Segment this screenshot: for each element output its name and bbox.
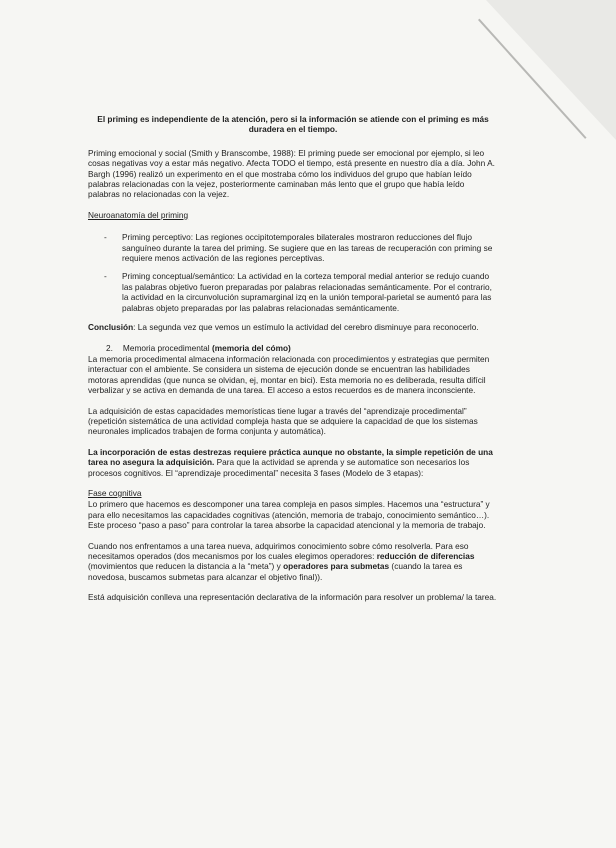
cognitive-phase-heading: Fase cognitiva [88, 487, 142, 498]
neuroanatomy-heading: Neuroanatomía del priming [88, 209, 189, 220]
section-2-heading [106, 343, 498, 353]
term-operadores-submetas: operadores para submetas [283, 561, 390, 572]
new-task-text-1: Cuando nos enfrentamos a una tarea nueva, adquirimos conocimiento sobre cómo resolverla. Para eso necesitamos operados (dos mecanismos por los cuales elegimos operadores: [88, 540, 469, 561]
new-task-text-2: (movimientos que reducen la distancia a la “meta”) y [88, 561, 284, 572]
section-title-bold: (memoria del cómo) [211, 342, 291, 353]
conclusion-label: Conclusión [88, 322, 134, 333]
conclusion-text: : La segunda vez que vemos un estímulo la actividad del cerebro disminuye para reconocerlo. [133, 322, 479, 333]
bullet-priming-perceptivo [88, 232, 498, 263]
section-number: 2. [106, 342, 113, 353]
document-title: El priming es independiente de la atención, pero si la información se atiende con el priming es más duradera en el tiempo. [97, 114, 489, 135]
bullet-dash: - [104, 271, 107, 282]
incorporation-text: Para que la actividad se aprenda y se automatice son necesarios los procesos cognitivos. El “aprendizaje procedimental” necesita 3 fases (Modelo de 3 etapas): [88, 457, 470, 478]
bullet-dash: - [104, 232, 107, 243]
acquisition-paragraph: La adquisición de estas capacidades memorísticas tiene lugar a través del “aprendizaje procedimental” (repetición sistemática de una actividad compleja hasta que se adquiere la capacidad de que los sistemas neuronales implicados trabajen de forma conjunta y automática). [88, 405, 478, 437]
incorporation-paragraph [88, 447, 498, 478]
bullet-priming-conceptual [88, 271, 498, 313]
final-paragraph: Está adquisición conlleva una representación declarativa de la información para resolver un problema/ la tarea. [88, 592, 497, 603]
cognitive-phase-paragraph: Lo primero que hacemos es descomponer una tarea compleja en pasos simples. Hacemos una “estructura” y para ello necesitamos las capacidades cognitivas (atención, memoria de trabajo, conocimiento semántico…). Este proceso “paso a paso” para controlar la tarea absorbe la capacidad atencional y la memoria de trabajo. [88, 499, 490, 531]
section-title: Memoria procedimental [122, 342, 210, 353]
procedural-memory-paragraph: La memoria procedimental almacena información relacionada con procedimientos y estrategias que permiten interactuar con el ambiente. Se considera un sistema de ejecución donde se encuentran las habilidades motoras aprendidas (que nunca se olvidan, ej, montar en bici). Esta memoria no es deliberada, resulta difícil verbalizar y se activa en demanda de una tarea. El acceso a estos recuerdos es de manera inconsciente. [88, 353, 490, 396]
bullet-text: Priming conceptual/semántico: La actividad en la corteza temporal medial anterior se redujo cuando las palabras objetivo fueron preparadas por palabras relacionadas semánticamente. Por el contrario, la actividad en la circunvolución supramarginal izq en la unión temporal-parietal se aumentó para las palabras objeto preparadas por las palabras relacionadas semánticamente. [122, 271, 492, 313]
new-task-paragraph [88, 541, 498, 583]
term-reduccion-diferencias: reducción de diferencias [376, 551, 475, 561]
bullet-text: Priming perceptivo: Las regiones occipitotemporales bilaterales mostraron reducciones del flujo sanguíneo durante la tarea del priming. Se sugiere que en las tareas de recuperación con priming se requiere menos activación de las regiones perceptivas. [122, 232, 493, 264]
incorporation-bold: La incorporación de estas destrezas requiere práctica aunque no obstante, la simple repetición de una tarea no asegura la adquisición. [88, 446, 493, 468]
new-task-text-3: (cuando la tarea es novedosa, buscamos submetas para alcanzar el objetivo final)). [88, 561, 463, 582]
intro-paragraph: Priming emocional y social (Smith y Branscombe, 1988): El priming puede ser emocional por ejemplo, si leo cosas negativas voy a estar más negativo. Afecta TODO el tiempo, está presente en nuestro día a día. John A. Bargh (1996) realizó un experimento en el que mostraba cómo los individuos del grupo que habían leído palabras relacionadas con la vejez, posteriormente caminaban más lento que el grupo que había leído palabras no relacionadas con la vejez. [88, 147, 495, 200]
priming-bullet-list [88, 232, 498, 313]
document-body [88, 114, 498, 613]
folded-corner [486, 0, 616, 140]
conclusion-paragraph [88, 322, 498, 332]
